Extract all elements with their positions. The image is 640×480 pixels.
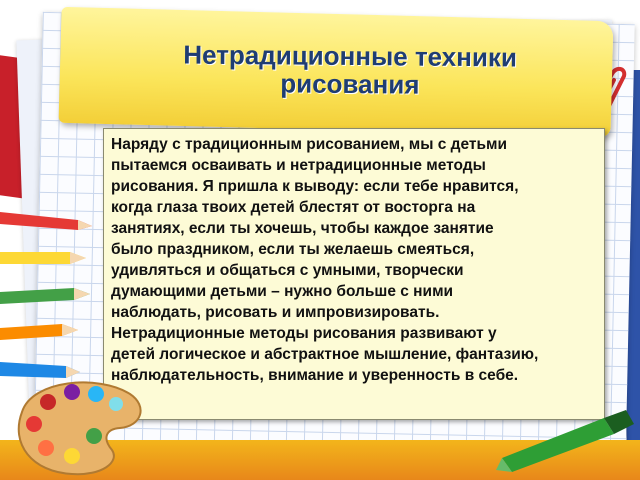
body-line: было праздником, если ты желаешь смеяться, (111, 241, 475, 258)
body-line: думающими детьми – нужно больше с ними (111, 283, 454, 300)
body-line: наблюдать, рисовать и импровизировать. (111, 304, 440, 321)
body-line: когда глаза твоих детей блестят от восторга на (111, 199, 476, 216)
body-line: занятиях, если ты хочешь, чтобы каждое занятие (111, 220, 494, 237)
body-line: Нетрадиционные методы рисования развивают у (111, 325, 497, 342)
body-line: удивляться и общаться с умными, творчески (111, 262, 464, 279)
body-line: Наряду с традиционным рисованием, мы с детьми (111, 136, 508, 153)
title-line: Нетрадиционные техники (183, 39, 518, 73)
title-line: рисования (280, 68, 420, 100)
body-line: наблюдательность, внимание и уверенность в себе. (111, 367, 519, 384)
marker-icon (496, 404, 640, 472)
paint-palette-icon (2, 372, 152, 478)
body-text (111, 134, 603, 386)
body-line: рисования. Я пришла к выводу: если тебе нравится, (111, 178, 519, 195)
body-line: детей логическое и абстрактное мышление, фантазию, (111, 346, 539, 363)
body-line: пытаемся осваивать и нетрадиционные методы (111, 157, 486, 174)
slide-title (120, 40, 580, 100)
